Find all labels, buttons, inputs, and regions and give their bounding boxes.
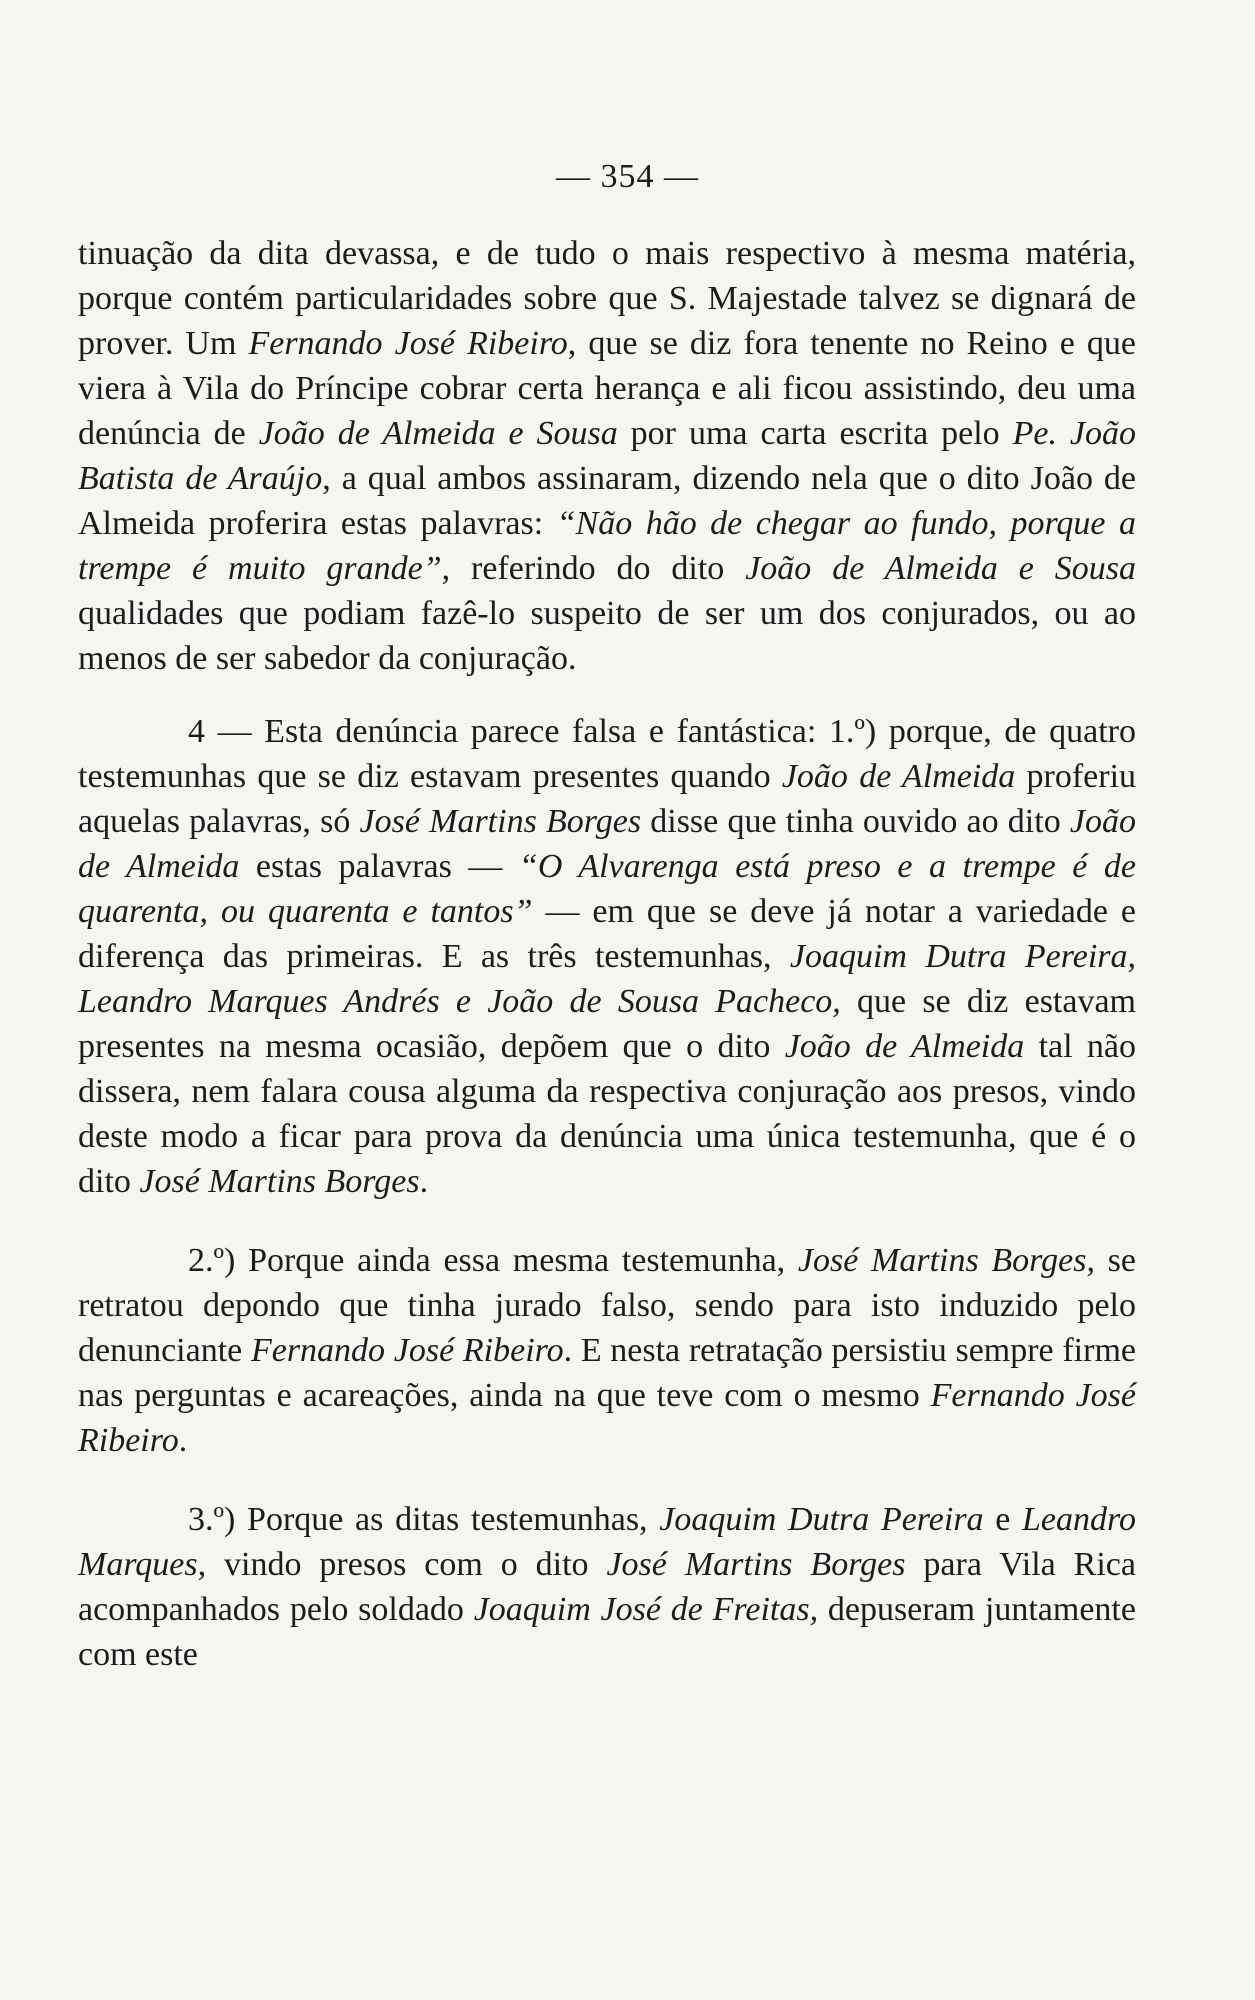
italic-run: Fernando José Ribeiro (248, 325, 568, 362)
italic-run: “Não hão de chegar ao fundo, porque a trempe é muito grande” (78, 505, 1136, 587)
text-run: — em que se deve já notar a variedade e diferença das primeiras. E as três testemunhas, (78, 893, 1136, 975)
italic-run: José Martins Borges (606, 1546, 906, 1583)
italic-run: João de Almeida e Sousa (745, 550, 1137, 587)
text-run: se retratou depondo que tinha jurado falso, sendo para isto induzido pelo denunciante (78, 1242, 1137, 1369)
italic-run: Joaquim Dutra Pereira, Leandro Marques Andrés e João de Sousa Pacheco, (78, 938, 1136, 1020)
italic-run: João de Almeida e Sousa (258, 415, 618, 452)
text-run: e (983, 1501, 1023, 1538)
text-run: proferiu aquelas palavras, só (78, 758, 1137, 840)
italic-run: “O Alvarenga está preso e a trempe é de quarenta, ou quarenta e tantos” (78, 848, 1136, 930)
text-run: tinuação da dita devassa, e de tudo o mais respectivo à mesma matéria, porque contém particularidades sobre que S. Majestade talvez se dignará de prover. Um (78, 235, 1136, 362)
page-number: — 354 — (556, 158, 699, 195)
text-run: tal não dissera, nem falara cousa alguma da respectiva conjuração aos presos, vindo deste modo a ficar para prova da denúncia uma única testemunha, que é o dito (78, 1028, 1137, 1200)
italic-run: Pe. João Batista de Araújo (78, 415, 1137, 497)
italic-run: Joaquim José de Freitas, (473, 1591, 819, 1628)
text-run: qualidades que podiam fazê-lo suspeito de ser um dos conjurados, ou ao menos de ser sabedor da conjuração. (78, 595, 1136, 677)
text-run: . (419, 1163, 429, 1200)
text-run: , referindo do dito (441, 550, 746, 587)
text-run: 4 — Esta denúncia parece falsa e fantástica: 1.º) porque, de quatro testemunhas que se diz estavam presentes quando (78, 713, 1136, 795)
italic-run: José Martins Borges, (797, 1242, 1095, 1279)
text-run: por uma carta escrita pelo (617, 415, 1013, 452)
italic-run: João de Almeida (784, 1028, 1025, 1065)
text-run: vindo presos com o dito (206, 1546, 607, 1583)
italic-run: José Martins Borges (359, 803, 642, 840)
text-run: 2.º) Porque ainda essa mesma testemunha, (188, 1242, 798, 1279)
text-run: . E nesta retratação persistiu sempre firme nas perguntas e acareações, ainda na que teve com o mesmo (78, 1332, 1136, 1414)
paragraph-1 (78, 231, 1136, 681)
text-run: , a qual ambos assinaram, dizendo nela que o dito João de Almeida proferira estas palavras: (78, 460, 1137, 542)
body-text (78, 231, 1136, 1677)
text-run: . (178, 1422, 188, 1459)
italic-run: Fernando José Ribeiro (250, 1332, 564, 1369)
text-run: , que se diz fora tenente no Reino e que viera à Vila do Príncipe cobrar certa herança e ali ficou assistindo, deu uma denúncia de (78, 325, 1136, 452)
italic-run: João de Almeida (781, 758, 1016, 795)
italic-run: João de Almeida (78, 803, 1136, 885)
text-run: disse que tinha ouvido ao dito (641, 803, 1070, 840)
text-run: que se diz estavam presentes na mesma ocasião, depõem que o dito (78, 983, 1136, 1065)
italic-run: Leandro Marques, (78, 1501, 1136, 1583)
text-run: 3.º) Porque as ditas testemunhas, (188, 1501, 660, 1538)
italic-run: Fernando José Ribeiro (78, 1377, 1136, 1459)
italic-run: José Martins Borges (139, 1163, 420, 1200)
paragraph-4 (78, 1497, 1136, 1677)
italic-run: Joaquim Dutra Pereira (659, 1501, 984, 1538)
text-run: para Vila Rica acompanhados pelo soldado (78, 1546, 1136, 1628)
text-run: depuseram juntamente com este (78, 1591, 1136, 1673)
paragraph-2 (78, 709, 1136, 1204)
text-run: estas palavras — (239, 848, 519, 885)
paragraph-3 (78, 1238, 1136, 1463)
